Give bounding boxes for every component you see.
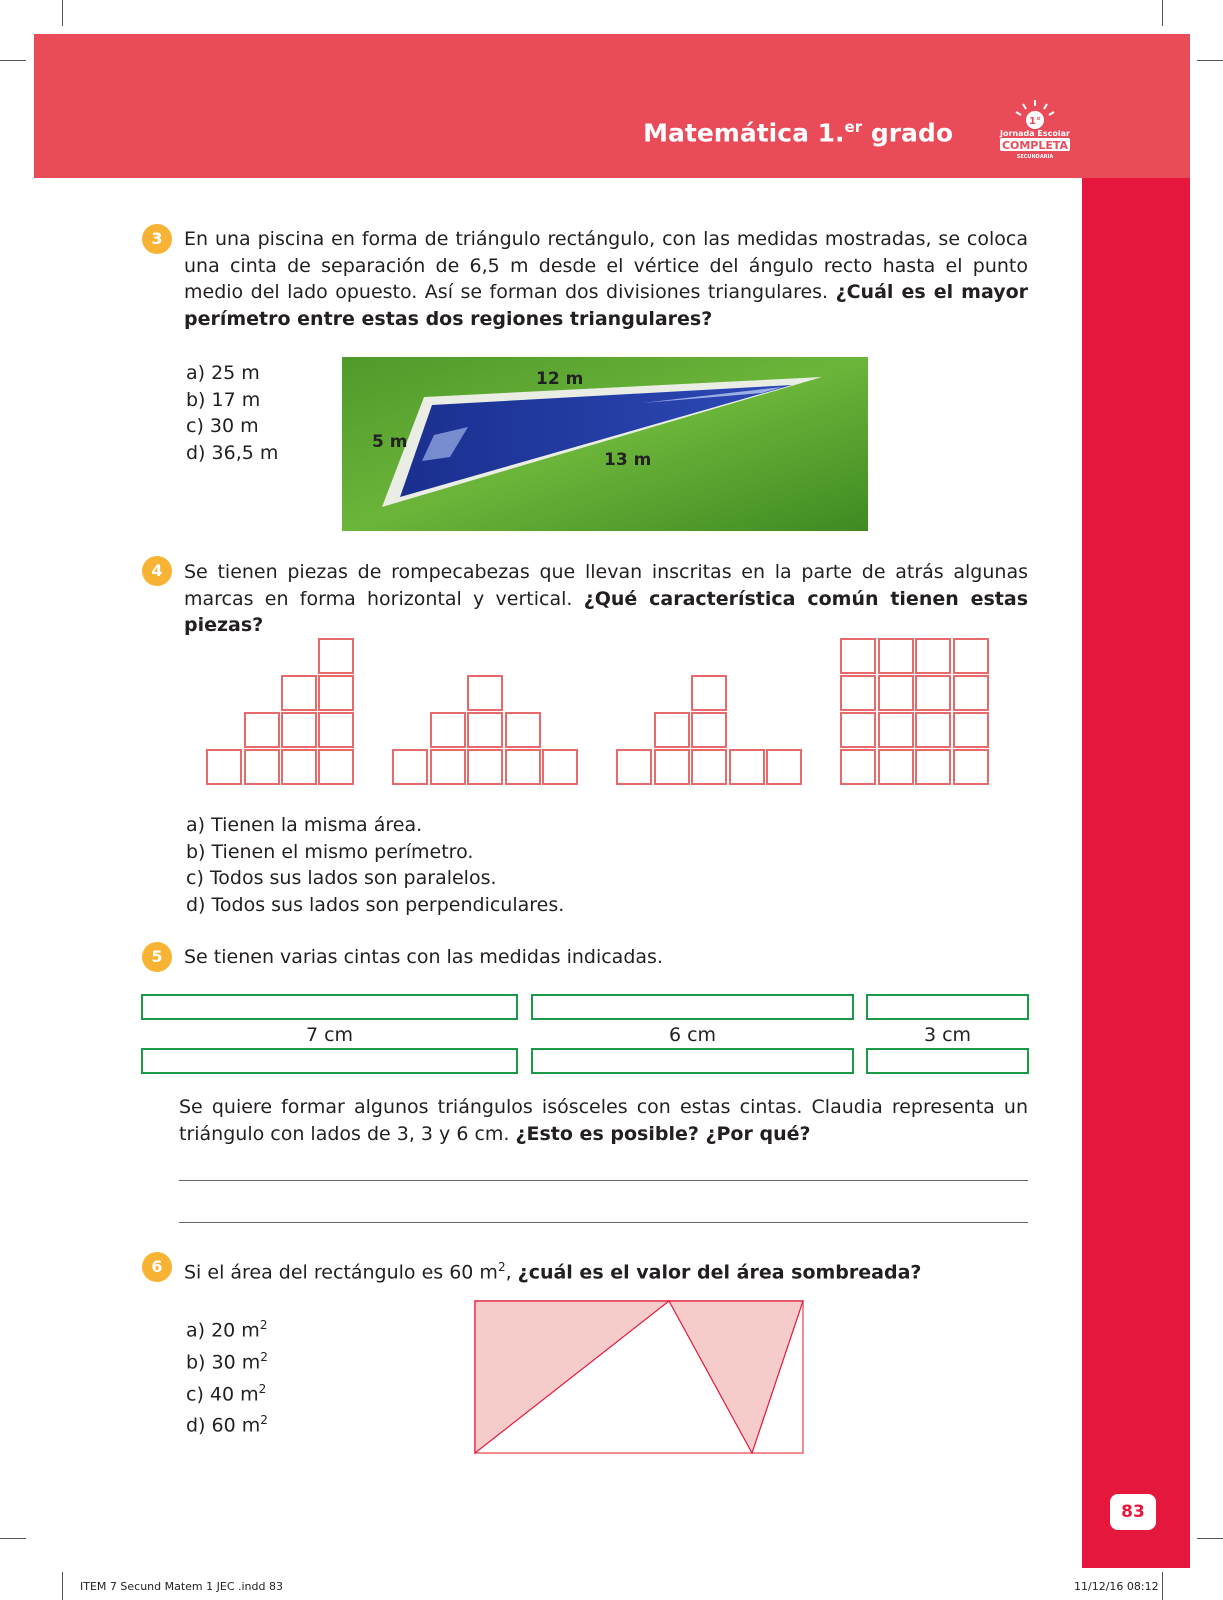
option-d[interactable]: d) 36,5 m — [186, 441, 279, 464]
crop-mark — [1197, 60, 1223, 61]
ribbon-3cm-top — [866, 994, 1029, 1020]
option-c[interactable]: c) Todos sus lados son paralelos. — [186, 867, 497, 889]
page-title: Matemática 1.$^{er}$ grado — [643, 118, 953, 148]
crop-mark — [0, 60, 26, 61]
option-b[interactable]: b) 17 m — [186, 388, 261, 411]
ribbon-7cm-top — [141, 994, 518, 1020]
ribbon-6cm-bottom — [531, 1048, 854, 1074]
svg-text:COMPLETA: COMPLETA — [1001, 139, 1069, 152]
answer-line[interactable] — [179, 1180, 1028, 1181]
option-d[interactable]: d) 60 $m^2$ — [186, 1413, 268, 1437]
option-c[interactable]: c) 30 m — [186, 415, 259, 437]
option-b[interactable]: b) 30 $m^2$ — [186, 1349, 268, 1374]
svg-text:Jornada Escolar: Jornada Escolar — [1000, 129, 1070, 138]
crop-mark — [1197, 1538, 1223, 1539]
question-6-options — [186, 1312, 268, 1439]
question-5-text-2: Se quiere formar algunos triángulos isósceles con estas cintas. Claudia representa un triángulo con lados de 3, 3 y 6 cm. ¿Esto es posible? ¿Por qué? — [179, 1096, 1028, 1145]
ribbon-7cm-bottom — [141, 1048, 518, 1074]
option-d[interactable]: d) Todos sus lados son perpendiculares. — [186, 893, 565, 916]
ribbon-label-6cm: 6 cm — [668, 1024, 717, 1046]
question-3-options — [186, 360, 278, 466]
option-a[interactable]: a) 25 m — [186, 362, 260, 384]
question-4-options — [186, 812, 564, 918]
crop-mark — [1162, 1572, 1163, 1600]
option-b[interactable]: b) Tienen el mismo perímetro. — [186, 840, 474, 863]
ribbon-label-7cm: 7 cm — [305, 1024, 354, 1046]
question-number-badge: 3 — [142, 224, 172, 254]
jornada-escolar-logo — [994, 98, 1076, 160]
side-band — [1082, 178, 1190, 1568]
label-5m: 5 m — [372, 432, 408, 452]
label-12m: 12 m — [536, 369, 584, 389]
question-6-text: Si el área del rectángulo es 60 $m^2$, ¿cuál es el valor del área sombreada? — [184, 1260, 922, 1284]
ribbon-3cm-bottom — [866, 1048, 1029, 1074]
crop-mark — [62, 1572, 63, 1600]
footer-timestamp: 11/12/16 08:12 — [1074, 1580, 1159, 1593]
crop-mark — [62, 0, 63, 26]
question-3-text: En una piscina en forma de triángulo rectángulo, con las medidas mostradas, se coloca una cinta de separación de 6,5 m desde el vértice del ángulo recto hasta el punto medio del lado opuesto. Así se forman dos divisiones triangulares. ¿Cuál es el mayor perímetro entre estas dos regiones triangulares? — [184, 228, 1029, 330]
ribbon-6cm-top — [531, 994, 854, 1020]
label-13m: 13 m — [604, 450, 652, 470]
option-c[interactable]: c) 40 $m^2$ — [186, 1381, 267, 1405]
question-4-text: Se tienen piezas de rompecabezas que llevan inscritas en la parte de atrás algunas marcas en forma horizontal y vertical. ¿Qué característica común tienen estas piezas? — [184, 561, 1028, 636]
svg-text:SECUNDARIA: SECUNDARIA — [1016, 154, 1054, 160]
svg-text:1°: 1° — [1029, 116, 1041, 127]
ribbon-label-3cm: 3 cm — [923, 1024, 972, 1046]
crop-mark — [1162, 0, 1163, 26]
question-number-badge: 4 — [142, 556, 172, 586]
page-number: 83 — [1110, 1494, 1156, 1530]
pool-photo — [342, 357, 868, 531]
question-5-text: Se tienen varias cintas con las medidas indicadas. — [184, 946, 663, 968]
crop-mark — [0, 1538, 26, 1539]
question-number-badge: 5 — [142, 942, 172, 972]
question-number-badge: 6 — [142, 1252, 172, 1282]
answer-line[interactable] — [179, 1222, 1028, 1223]
option-a[interactable]: a) 20 $m^2$ — [186, 1318, 268, 1342]
footer-file-info: ITEM 7 Secund Matem 1 JEC .indd 83 — [80, 1580, 283, 1593]
shaded-rectangle-figure — [474, 1300, 806, 1460]
option-a[interactable]: a) Tienen la misma área. — [186, 814, 423, 836]
